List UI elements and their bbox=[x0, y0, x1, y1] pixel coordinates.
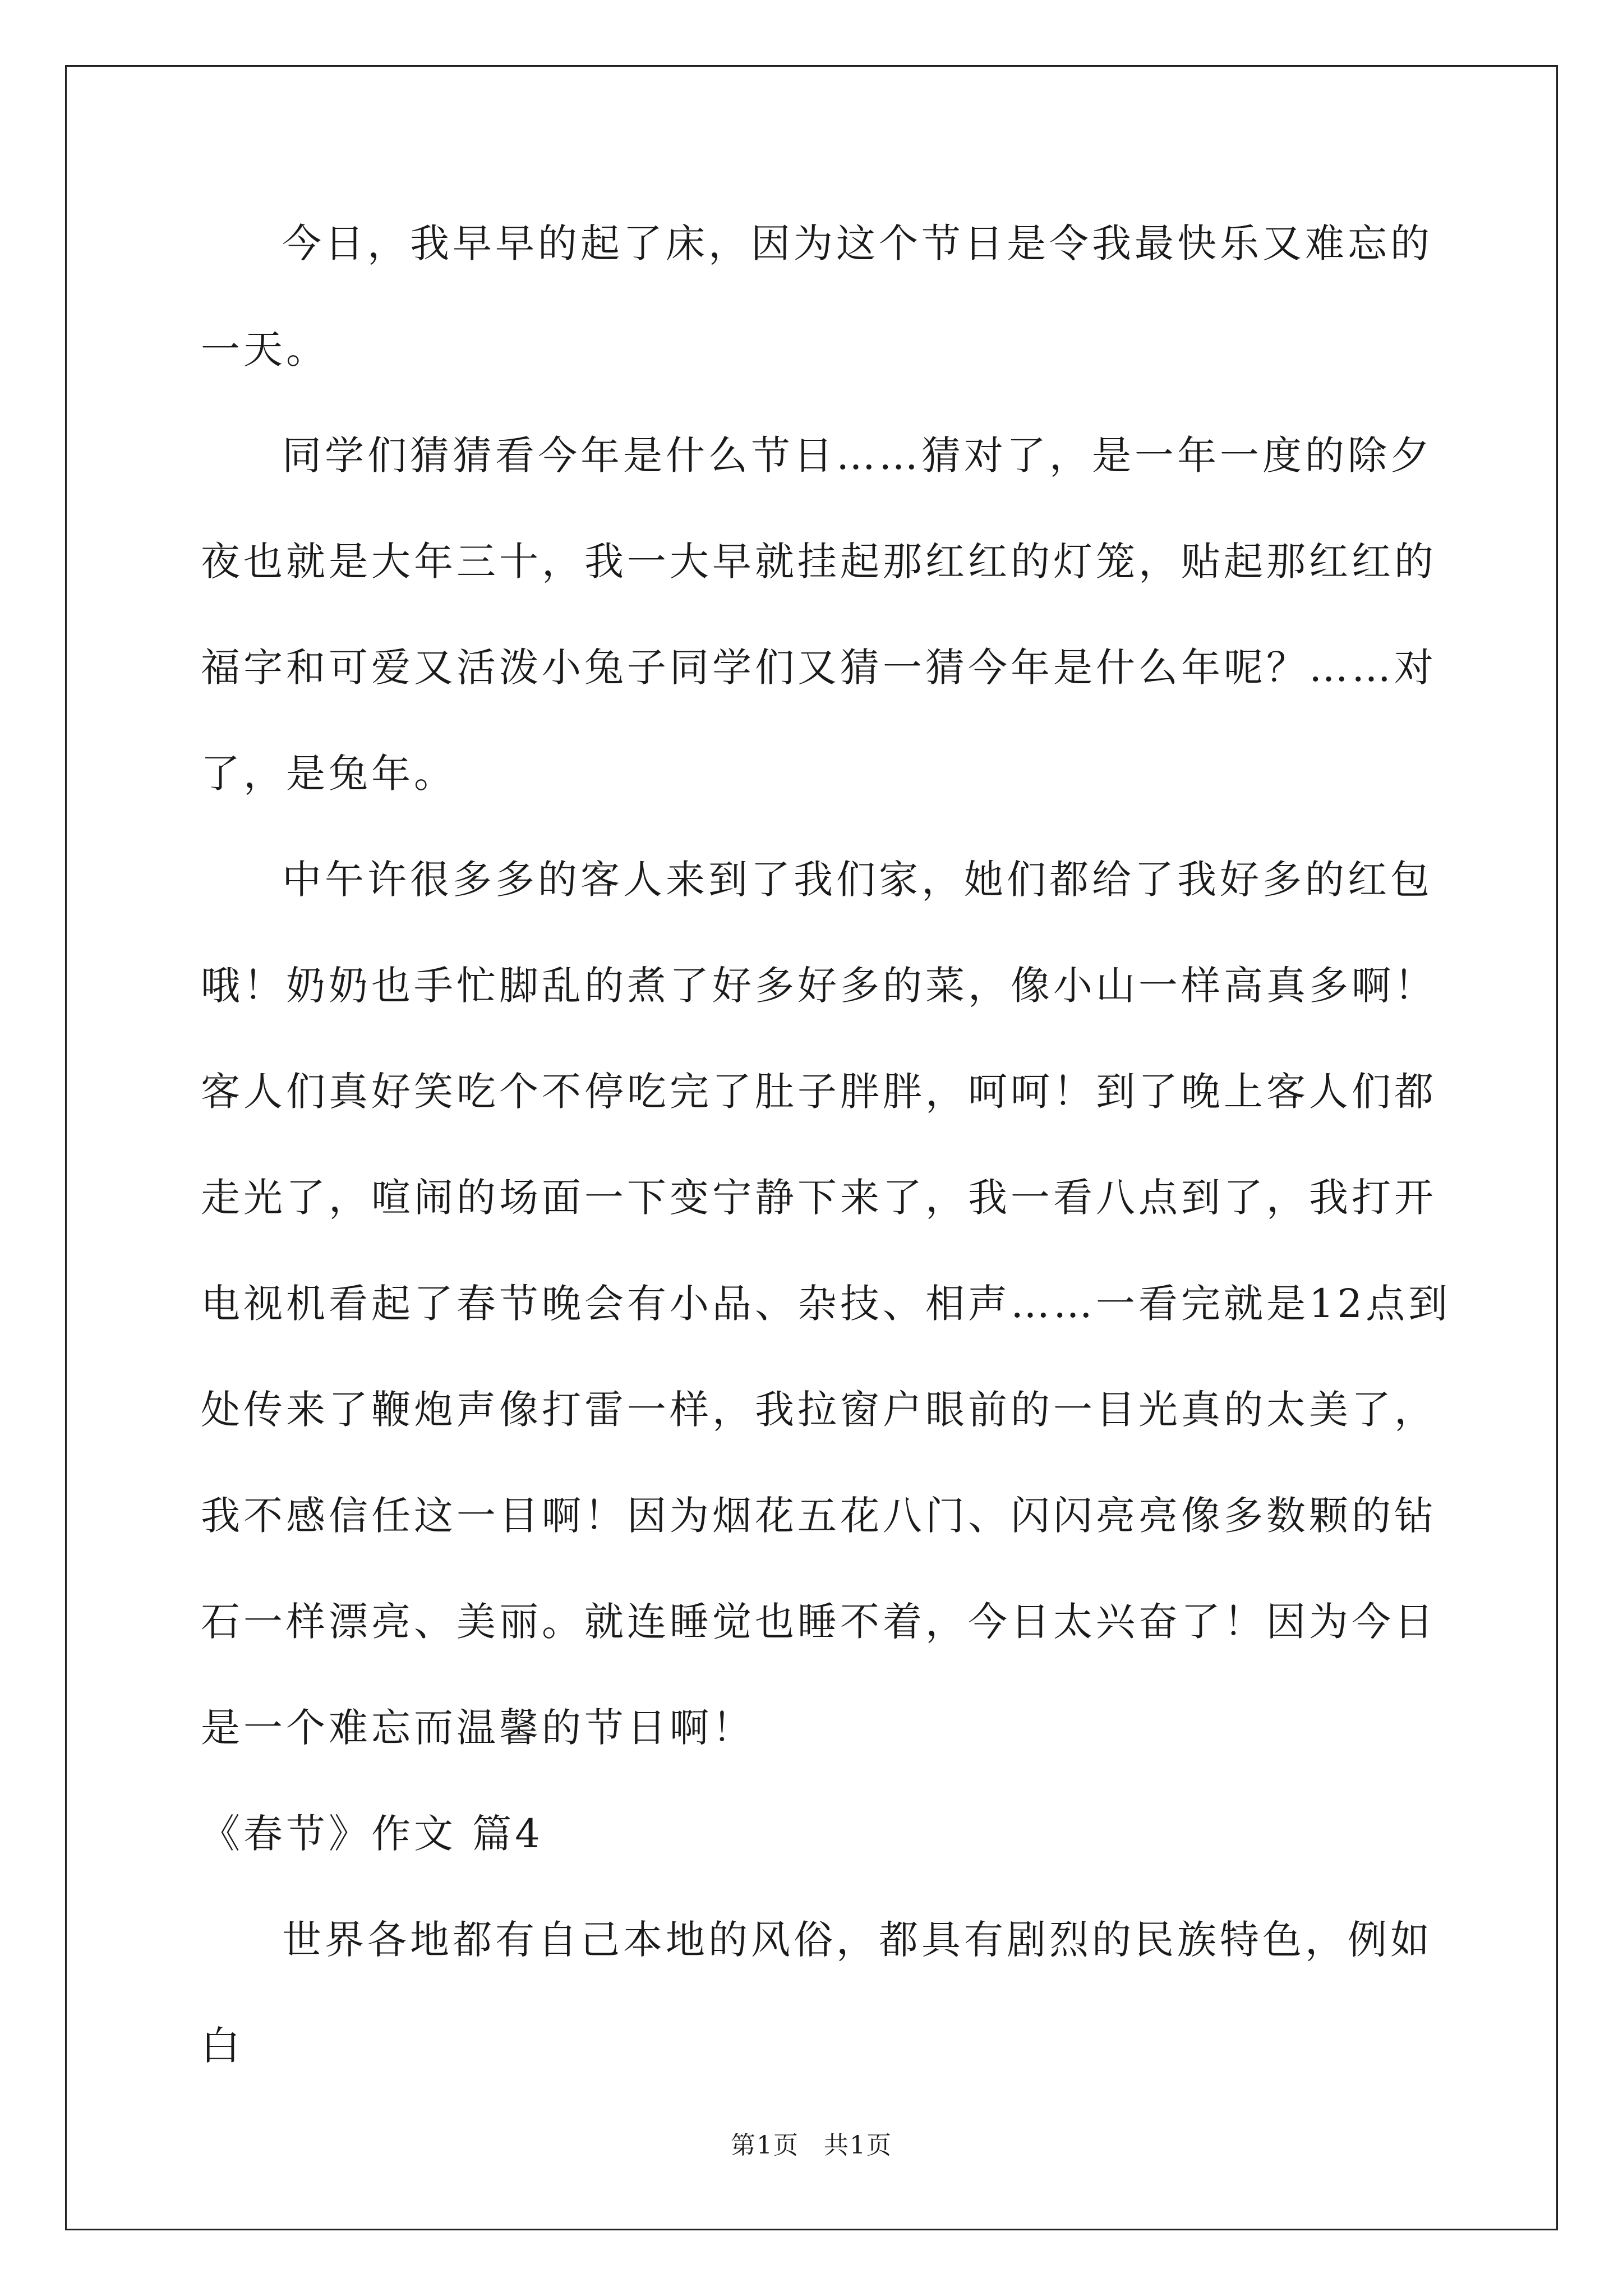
paragraph-3: 中午许很多多的客人来到了我们家，她们都给了我好多的红包哦！奶奶也手忙脚乱的煮了好多好多的菜，像小山一样高真多啊！客人们真好笑吃个不停吃完了肚子胖胖，呵呵！到了晚上客人们都走光了，喧闹的场面一下变宁静下来了，我一看八点到了，我打开电视机看起了春节晚会有小品、杂技、相声……一看完就是12点到处传来了鞭炮声像打雷一样，我拉窗户眼前的一目光真的太美了，我不感信任这一目啊！因为烟花五花八门、闪闪亮亮像多数颗的钻石一样漂亮、美丽。就连睡觉也睡不着，今日太兴奋了！因为今日是一个难忘而温馨的节日啊！ bbox=[201, 857, 1451, 1751]
paragraph-1: 今日，我早早的起了床，因为这个节日是令我最快乐又难忘的一天。 bbox=[201, 220, 1433, 372]
paragraph-4: 世界各地都有自己本地的风俗，都具有剧烈的民族特色，例如白 bbox=[201, 1917, 1433, 2069]
paragraph-2: 同学们猜猜看今年是什么节日……猜对了，是一年一度的除夕夜也就是大年三十，我一大早就挂起那红红的灯笼，贴起那红红的福字和可爱又活泼小兔子同学们又猜一猜今年是什么年呢？……对了，是兔年。 bbox=[201, 432, 1437, 797]
section-heading: 《春节》作文 篇4 bbox=[201, 1811, 543, 1857]
page-footer bbox=[0, 2129, 1623, 2162]
page-number-current: 第1页 bbox=[731, 2131, 799, 2160]
page-number-total: 共1页 bbox=[824, 2131, 892, 2160]
document-body bbox=[201, 191, 1451, 2099]
